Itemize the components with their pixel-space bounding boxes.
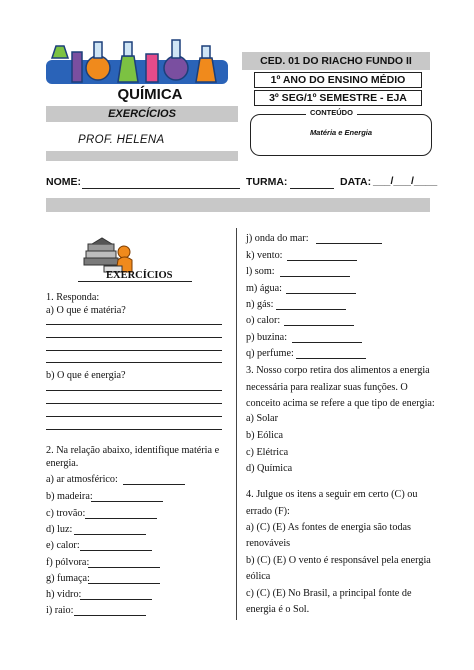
answer-line[interactable] [46,337,222,338]
list-item: j) onda do mar: [246,233,309,244]
q2-text-line2: energia. [46,458,79,469]
item-answer-field[interactable] [284,325,354,326]
item-answer-field[interactable] [88,583,160,584]
q4-text: errado (F): [246,506,290,517]
list-item: f) pólvora: [46,557,90,568]
item-answer-field[interactable] [74,534,146,535]
item-answer-field[interactable] [276,309,346,310]
school-name: CED. 01 DO RIACHO FUNDO II [260,55,412,67]
item-answer-field[interactable] [280,276,350,277]
list-item: b) madeira: [46,491,93,502]
right-column [236,0,474,670]
grade-box: 1º ANO DO ENSINO MÉDIO [254,72,422,88]
subject-title: QUÍMICA [117,86,183,103]
semester-box: 3º SEG/1º SEMESTRE - EJA [254,90,422,106]
date-label: DATA: [340,176,372,188]
list-item: h) vidro: [46,589,82,600]
list-item: d) luz: [46,524,73,535]
answer-line[interactable] [46,390,222,391]
list-item: m) água: [246,283,282,294]
q3-option[interactable]: a) Solar [246,413,278,424]
item-answer-field[interactable] [80,599,152,600]
q4-item-continuation: renováveis [246,538,291,549]
q4-item-continuation: eólica [246,571,271,582]
answer-line[interactable] [46,403,222,404]
subtitle: EXERCÍCIOS [108,108,176,120]
list-item: e) calor: [46,540,80,551]
answer-line[interactable] [46,324,222,325]
answer-line[interactable] [46,429,222,430]
q3-text: necessária para realizar suas funções. O [246,382,408,393]
list-item: c) trovão: [46,508,86,519]
date-field[interactable]: ___/___/____ [373,175,438,187]
section-title-underline [78,281,192,282]
list-item: a) ar atmosférico: [46,474,118,485]
q3-text: 3. Nosso corpo retira dos alimentos a energia [246,365,430,376]
q4-item[interactable]: c) (C) (E) No Brasil, a principal fonte de [246,588,412,599]
q4-item-continuation: energia é o Sol. [246,604,310,615]
class-label: TURMA: [246,176,288,188]
q2-text-line1: 2. Na relação abaixo, identifique matéria e [46,445,220,456]
content-value: Matéria e Energia [309,128,373,137]
list-item: g) fumaça: [46,573,90,584]
item-answer-field[interactable] [80,550,152,551]
left-column [0,0,236,670]
name-label: NOME: [46,176,81,188]
q4-item[interactable]: b) (C) (E) O vento é responsável pela energia [246,555,431,566]
list-item: o) calor: [246,315,281,326]
list-item: q) perfume: [246,348,294,359]
section-title: EXERCÍCIOS [106,270,173,281]
answer-line[interactable] [46,362,222,363]
q4-text: 4. Julgue os itens a seguir em certo (C) ou [246,489,418,500]
item-answer-field[interactable] [287,260,357,261]
q3-option[interactable]: d) Química [246,463,293,474]
q1a-text: a) O que é matéria? [46,305,126,316]
item-answer-field[interactable] [292,342,362,343]
q4-item[interactable]: a) (C) (E) As fontes de energia são todas [246,522,412,533]
q3-text: conceito acima se refere a que tipo de energia: [246,398,435,409]
list-item: l) som: [246,266,275,277]
q1-heading: 1. Responda: [46,292,100,303]
list-item: i) raio: [46,605,74,616]
item-answer-field[interactable] [316,243,382,244]
item-answer-field[interactable] [74,615,146,616]
teacher-name: PROF. HELENA [78,134,165,146]
item-answer-field[interactable] [91,501,163,502]
item-answer-field[interactable] [123,484,185,485]
answer-line[interactable] [46,350,222,351]
item-answer-field[interactable] [88,567,160,568]
answer-line[interactable] [46,416,222,417]
q3-option[interactable]: b) Eólica [246,430,284,441]
item-answer-field[interactable] [85,518,157,519]
q3-option[interactable]: c) Elétrica [246,447,289,458]
item-answer-field[interactable] [296,358,366,359]
content-label: CONTEÚDO [306,108,357,117]
item-answer-field[interactable] [286,293,356,294]
list-item: p) buzina: [246,332,288,343]
q1b-text: b) O que é energia? [46,370,126,381]
list-item: n) gás: [246,299,274,310]
list-item: k) vento: [246,250,283,261]
